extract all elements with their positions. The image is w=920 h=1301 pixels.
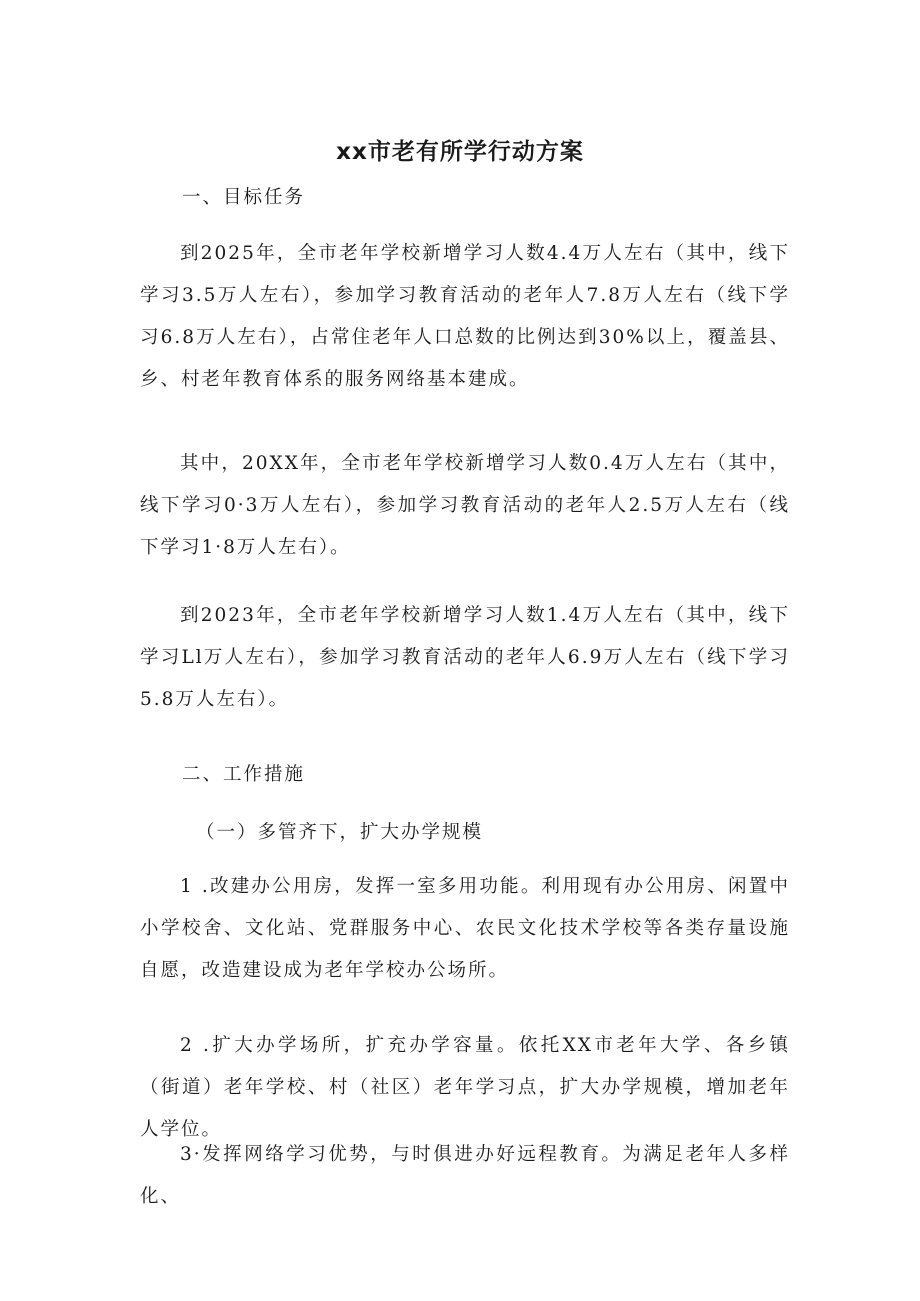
section-heading-goals: 一、目标任务 [182,187,306,208]
paragraph-targets-2023: 到2023年，全市老年学校新增学习人数1.4万人左右（其中，线下学习Ll万人左右），参加学习教育活动的老年人6.9万人左右（线下学习5.8万人左右）。 [140,605,790,710]
list-item-expand-venues: 2 .扩大办学场所，扩充办学容量。依托XX市老年大学、各乡镇（街道）老年学校、村（社区）老年学习点，扩大办学规模，增加老年人学位。 [140,1035,790,1140]
list-item-online-learning: 3·发挥网络学习优势，与时俱进办好远程教育。为满足老年人多样化、 [140,1144,790,1207]
section-heading-measures: 二、工作措施 [182,764,306,785]
list-item-office-renovation: 1 .改建办公用房，发挥一室多用功能。利用现有办公用房、闲置中小学校舍、文化站、党群服务中心、农民文化技术学校等各类存量设施自愿，改造建设成为老年学校办公场所。 [140,876,790,981]
document-title: xx市老有所学行动方案 [336,139,584,166]
subsection-heading-expand: （一）多管齐下，扩大办学规模 [196,822,484,843]
paragraph-targets-2025: 到2025年，全市老年学校新增学习人数4.4万人左右（其中，线下学习3.5万人左右），参加学习教育活动的老年人7.8万人左右（线下学习6.8万人左右），占常住老年人口总数的比例达到30%以上，覆盖县、乡、村老年教育体系的服务网络基本建成。 [140,243,790,390]
paragraph-targets-20xx: 其中，20XX年，全市老年学校新增学习人数0.4万人左右（其中，线下学习0·3万人左右），参加学习教育活动的老年人2.5万人左右（线下学习1·8万人左右）。 [140,453,790,558]
